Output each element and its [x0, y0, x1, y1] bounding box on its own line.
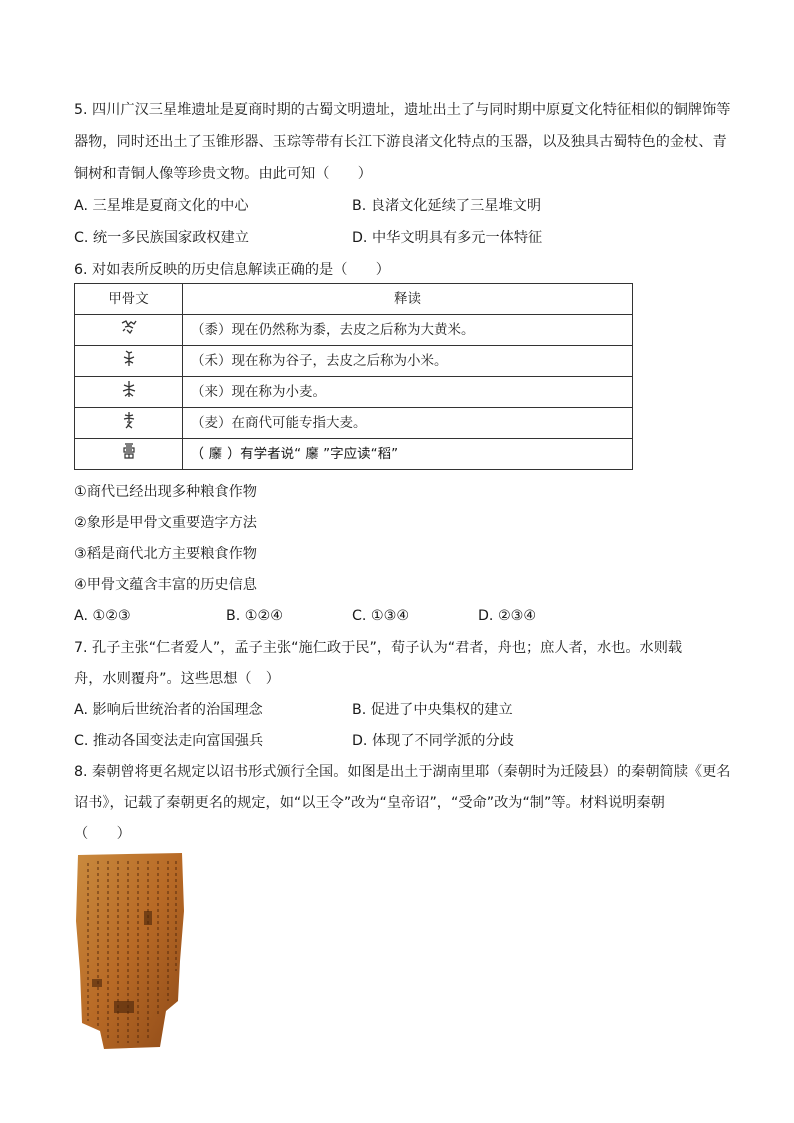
- q7-option-d[interactable]: D. 体现了不同学派的分歧: [352, 733, 514, 749]
- oracle-glyph-mai-icon: [121, 411, 137, 435]
- oracle-glyph-lai-icon: [121, 380, 137, 404]
- q6-statement-3: ③稻是商代北方主要粮食作物: [74, 546, 257, 562]
- glyph-cell: [75, 377, 183, 408]
- q8-line-3: （ ）: [74, 826, 131, 842]
- q8-line-1: 8. 秦朝曾将更名规定以诏书形式颁行全国。如图是出土于湖南里耶（秦朝时为迁陵县）的秦朝简牍《更名: [74, 764, 731, 780]
- q7-option-c[interactable]: C. 推动各国变法走向富国强兵: [74, 733, 264, 749]
- q7-line-2: 舟，水则覆舟”。这些思想（ ）: [74, 671, 280, 687]
- q5-line-2: 器物，同时还出土了玉锥形器、玉琮等带有长江下游良渚文化特点的玉器，以及独具古蜀特色的金杖、青: [74, 134, 727, 150]
- q5-options-row-2: [74, 228, 724, 248]
- q6-statement-4: ④甲骨文蕴含丰富的历史信息: [74, 577, 257, 593]
- glyph-cell: [75, 408, 183, 439]
- q7-option-b[interactable]: B. 促进了中央集权的建立: [352, 702, 513, 718]
- interpretation-cell: （麦）在商代可能专指大麦。: [183, 408, 633, 439]
- oracle-glyph-he-icon: [121, 349, 137, 373]
- q6-stem: 6. 对如表所反映的历史信息解读正确的是（ ）: [74, 262, 390, 278]
- q6-option-a[interactable]: A. ①②③: [74, 608, 131, 624]
- table-row: [75, 315, 633, 346]
- table-row: [75, 439, 633, 470]
- oracle-glyph-shu-icon: [119, 319, 139, 341]
- q6-statement-1: ①商代已经出现多种粮食作物: [74, 484, 257, 500]
- table-row: [75, 346, 633, 377]
- q7-option-a[interactable]: A. 影响后世统治者的治国理念: [74, 702, 263, 718]
- q5-option-a[interactable]: A. 三星堆是夏商文化的中心: [74, 198, 249, 214]
- q6-statement-2: ②象形是甲骨文重要造字方法: [74, 515, 257, 531]
- q5-line-3: 铜树和青铜人像等珍贵文物。由此可知（ ）: [74, 166, 372, 182]
- q6-option-b[interactable]: B. ①②④: [226, 608, 283, 624]
- glyph-cell: [75, 346, 183, 377]
- glyph-cell: [75, 315, 183, 346]
- interpretation-cell: （来）现在称为小麦。: [183, 377, 633, 408]
- oracle-glyph-dao-icon: [121, 442, 137, 466]
- oracle-bone-table: [74, 283, 633, 470]
- header-glyph: 甲骨文: [75, 284, 183, 315]
- q5-options-row-1: [74, 196, 724, 216]
- q5-option-b[interactable]: B. 良渚文化延续了三星堆文明: [352, 198, 542, 214]
- header-interpretation: 释读: [183, 284, 633, 315]
- interpretation-cell: （黍）现在仍然称为黍，去皮之后称为大黄米。: [183, 315, 633, 346]
- q6-option-c[interactable]: C. ①③④: [352, 608, 410, 624]
- q7-line-1: 7. 孔子主张“仁者爱人”，孟子主张“施仁政于民”，荀子认为“君者，舟也；庶人者，水也。水则载: [74, 640, 683, 656]
- q5-option-d[interactable]: D. 中华文明具有多元一体特征: [352, 230, 543, 246]
- q8-line-2: 诏书》，记载了秦朝更名的规定，如“以王令”改为“皇帝诏”，“受命”改为“制”等。材料说明秦朝: [74, 795, 665, 811]
- q5-line-1: 5. 四川广汉三星堆遗址是夏商时期的古蜀文明遗址，遗址出土了与同时期中原夏文化特征相似的铜牌饰等: [74, 102, 731, 118]
- table-row: [75, 408, 633, 439]
- table-header-row: [75, 284, 633, 315]
- bamboo-slip-icon: [74, 851, 186, 1051]
- interpretation-cell: （禾）现在称为谷子，去皮之后称为小米。: [183, 346, 633, 377]
- q7-options-row-2: [74, 731, 724, 751]
- q5-option-c[interactable]: C. 统一多民族国家政权建立: [74, 230, 249, 246]
- table-row: [75, 377, 633, 408]
- q6-option-d[interactable]: D. ②③④: [478, 608, 537, 624]
- glyph-cell: [75, 439, 183, 470]
- q6-options-row: [74, 606, 724, 626]
- q7-options-row-1: [74, 700, 724, 720]
- interpretation-cell: （ 𪎭 ）有学者说“ 𪎭 ”字应读“稻”: [183, 439, 633, 470]
